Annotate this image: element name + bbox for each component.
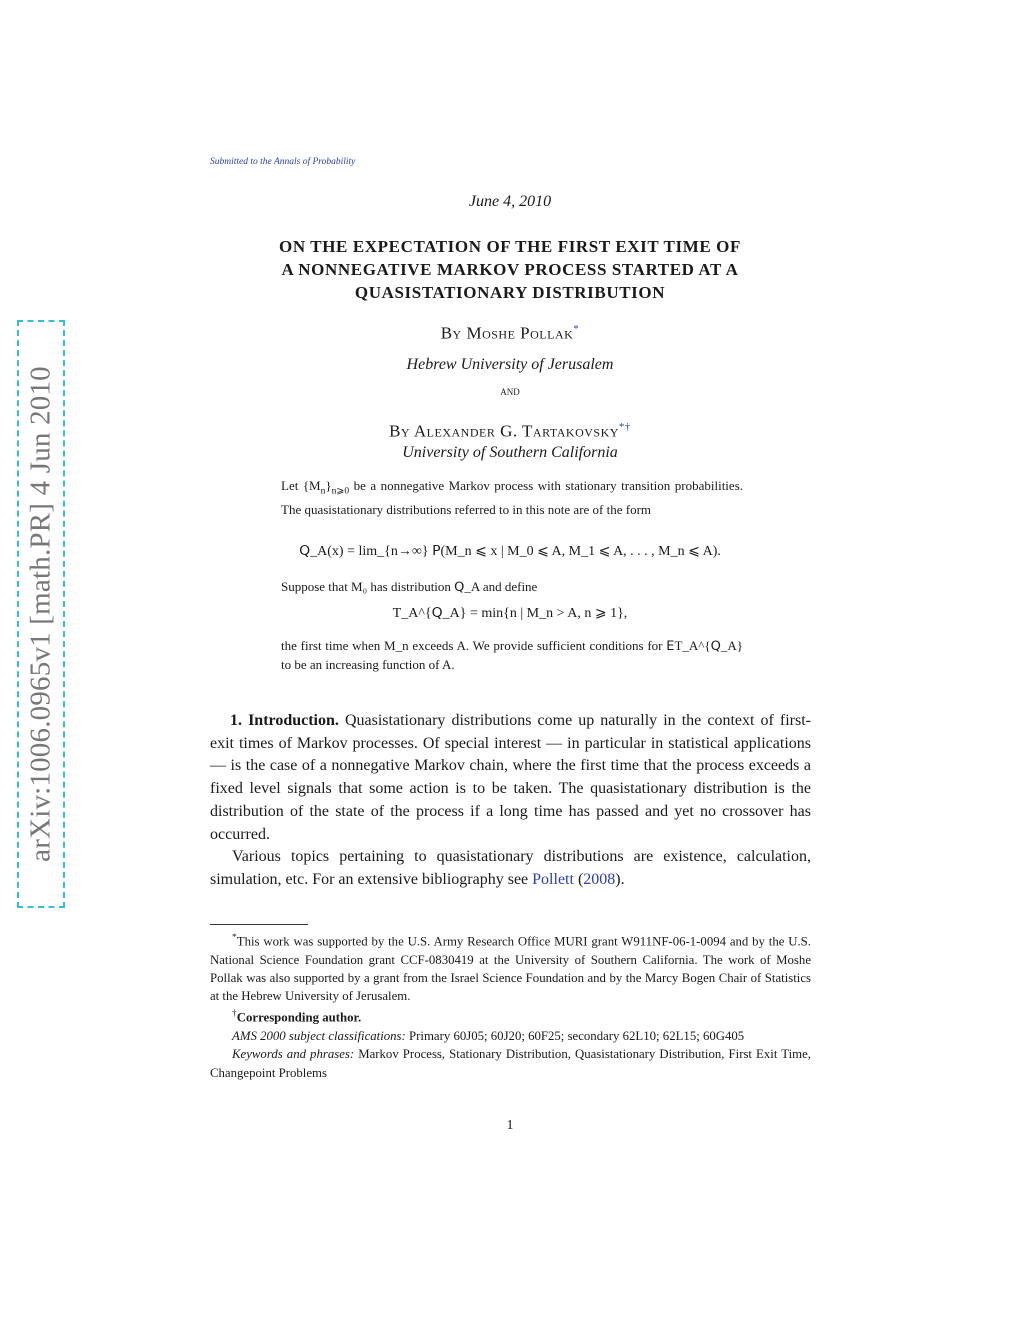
- footnote-corresponding: †Corresponding author.: [232, 1009, 362, 1025]
- title-line-1: ON THE EXPECTATION OF THE FIRST EXIT TIME OF: [279, 237, 741, 256]
- title-line-3: QUASISTATIONARY DISTRIBUTION: [354, 283, 666, 302]
- abstract-paragraph-2: Suppose that M₀ has distribution 𝖰_A and define: [281, 579, 538, 594]
- author-by: By: [440, 323, 462, 343]
- journal-submission-note: Submitted to the Annals of Probability: [210, 157, 356, 167]
- author-2-affiliation: University of Southern California: [402, 444, 618, 461]
- intro-paragraph-1: 1. Introduction. Quasistationary distributions come up naturally in the context of first-exit times of Markov processes. Of special interest — in particular in statistical applications — is the case of a nonnegative Markov chain, where the first time that the process exceeds a fixed level signals that some action is to be taken. The quasistationary distribution is the distribution of the state of the process if a long time has passed and yet no crossover has occurred.: [210, 712, 811, 843]
- page-number: 1: [506, 1118, 514, 1133]
- abstract-paragraph-1: Let $\{M_n\}_{n⩾0}$ be a nonnegative Markov process with stationary transition probabilities. The quasistationary distributions referred to in this note are of the form: [281, 478, 744, 518]
- abstract-paragraph-3: the first time when M_n exceeds A. We provide sufficient conditions for 𝖤T_A^{𝖰_A} to be an increasing function of A.: [281, 638, 743, 672]
- citation-year-link[interactable]: 2008: [583, 870, 616, 888]
- footnote-funding: *This work was supported by the U.S. Army Research Office MURI grant W911NF-06-1-0094 and by the U.S. National Science Foundation grant CCF-0830419 at the University of Southern California. The work of Moshe Pollak was also supported by a grant from the Israel Science Foundation and by the Marcy Bogen Chair of Statistics at the Hebrew University of Jerusalem.: [210, 933, 811, 1004]
- intro-paragraph-2: Various topics pertaining to quasistationary distributions are existence, calculation, simulation, etc. For an extensive bibliography see Pollett (2008).: [210, 848, 811, 888]
- abstract-formula-2: T_A^{𝖰_A} = min{n | M_n > A, n ⩾ 1},: [392, 606, 628, 621]
- author-1: [0, 323, 1020, 344]
- author-2: [0, 421, 1020, 442]
- author-footnote-mark[interactable]: *: [573, 323, 580, 335]
- keywords: Keywords and phrases: Markov Process, Stationary Distribution, Quasistationary Distribution, First Exit Time, Changepoint Problems: [210, 1047, 811, 1080]
- citation-pollett-link[interactable]: Pollett: [532, 870, 574, 888]
- authors-and: and: [500, 383, 520, 398]
- footnote-divider: [210, 924, 308, 925]
- paper-title: [210, 235, 810, 304]
- introduction-section: [210, 710, 811, 892]
- author-footnote-mark[interactable]: *†: [618, 421, 631, 433]
- title-line-2: A NONNEGATIVE MARKOV PROCESS STARTED AT A: [281, 260, 739, 279]
- abstract-formula-1: 𝖰_A(x) = lim_{n→∞} 𝖯(M_n ⩽ x | M_0 ⩽ A, M_1 ⩽ A, . . . , M_n ⩽ A).: [299, 544, 721, 559]
- author-name: Moshe Pollak: [466, 323, 574, 343]
- arxiv-stamp-text: arXiv:1006.0965v1 [math.PR] 4 Jun 2010: [24, 366, 57, 862]
- paper-date: June 4, 2010: [468, 193, 552, 210]
- author-by: By: [389, 421, 411, 441]
- section-heading: 1. Introduction.: [230, 712, 339, 729]
- ams-classification: AMS 2000 subject classifications: Primary 60J05; 60J20; 60F25; secondary 62L10; 62L15; 60G405: [232, 1029, 745, 1044]
- footnotes: [210, 929, 811, 1082]
- author-name: Alexander G. Tartakovsky: [413, 421, 619, 441]
- author-1-affiliation: Hebrew University of Jerusalem: [406, 356, 614, 373]
